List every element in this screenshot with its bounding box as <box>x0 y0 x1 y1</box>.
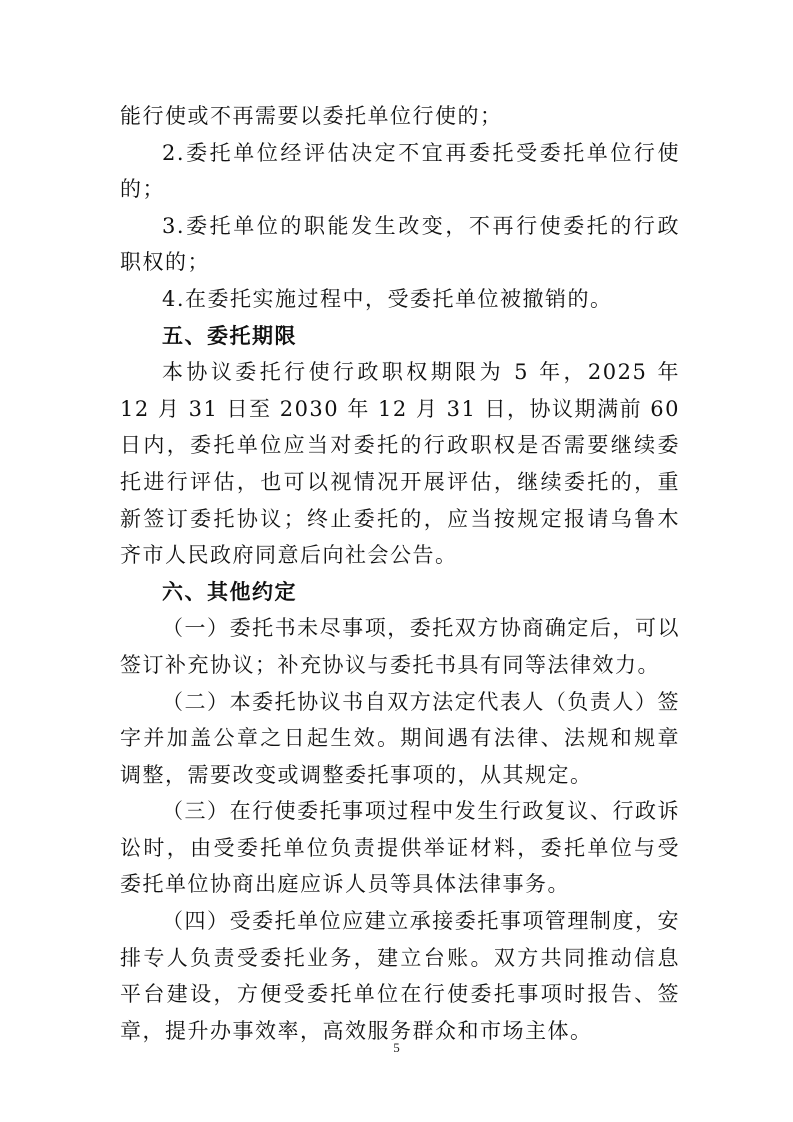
paragraph-other-1: （一）委托书未尽事项，委托双方协商确定后，可以签订补充协议；补充协议与委托书具有同等法律效力。 <box>120 616 680 677</box>
paragraph-other-2: （二）本委托协议书自双方法定代表人（负责人）签字并加盖公章之日起生效。期间遇有法律、法规和规章调整，需要改变或调整委托事项的，从其规定。 <box>120 689 680 787</box>
paragraph-other-4: （四）受委托单位应建立承接委托事项管理制度，安排专人负责受委托业务，建立台账。双方共同推动信息平台建设，方便受委托单位在行使委托事项时报告、签章，提升办事效率，高效服务群众和市场主体。 <box>120 909 680 1043</box>
section-heading-other: 六、其他约定 <box>162 579 297 604</box>
paragraph-item-4: 4.在委托实施过程中，受委托单位被撤销的。 <box>162 286 613 311</box>
paragraph-continued: 能行使或不再需要以委托单位行使的； <box>120 104 503 128</box>
paragraph-item-2: 2.委托单位经评估决定不宜再委托受委托单位行使的； <box>120 140 680 202</box>
paragraph-other-3: （三）在行使委托事项过程中发生行政复议、行政诉讼时，由受委托单位负责提供举证材料，委托单位与受委托单位协商出庭应诉人员等具体法律事务。 <box>120 799 680 897</box>
paragraph-item-3: 3.委托单位的职能发生改变，不再行使委托的行政职权的； <box>120 213 680 275</box>
section-heading-term: 五、委托期限 <box>162 323 297 348</box>
document-body <box>120 98 680 1049</box>
paragraph-term: 本协议委托行使行政职权期限为 5 年，2025 年 12 月 31 日至 2030 年 12 月 31 日，协议期满前 60 日内，委托单位应当对委托的行政职权是否需要继续委托进行评估，也可以视情况开展评估，继续委托的，重新签订委托协议；终止委托的，应当按规定报请乌鲁木齐市人民政府同意后向社会公告。 <box>120 360 680 568</box>
page-number: 5 <box>393 1040 400 1055</box>
